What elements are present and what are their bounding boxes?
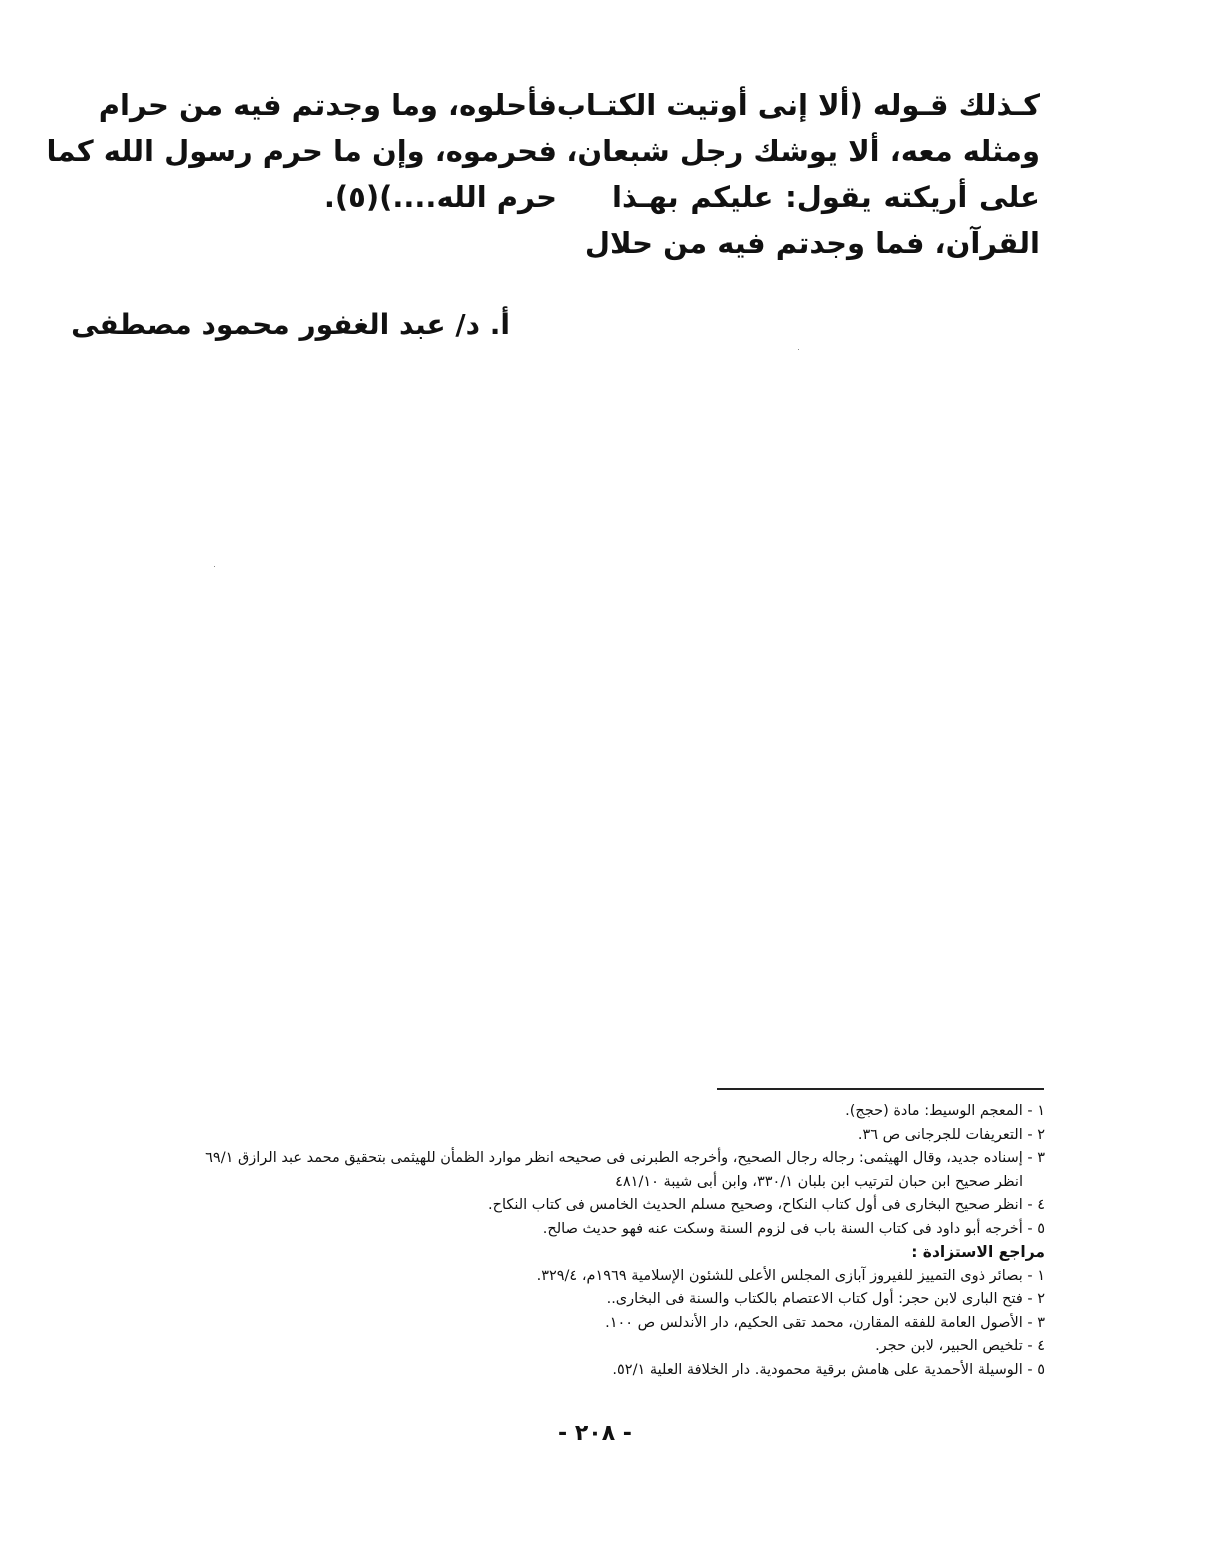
footnote-item: ٤ - انظر صحيح البخارى فى أول كتاب النكاح، وصحيح مسلم الحديث الخامس فى كتاب النكاح. [487, 1197, 1045, 1213]
main-text-right-column [556, 82, 1040, 266]
reference-item: ١ - بصائر ذوى التمييز للفيروز آبازى المجلس الأعلى للشئون الإسلامية ١٩٦٩م، ٣٢٩/٤. [536, 1267, 1045, 1284]
text-line: ومثله معه، ألا يوشك رجل شبعان، [566, 134, 1040, 168]
page-number: - ٢٠٨ - [558, 1421, 632, 1446]
footnote-separator [717, 1088, 1044, 1090]
footnote-item: ١ - المعجم الوسيط: مادة (حجج). [845, 1103, 1045, 1119]
text-line: فأحلوه، وما وجدتم فيه من حرام [98, 88, 557, 122]
main-text-left-column [46, 82, 557, 220]
reference-item: ٢ - فتح البارى لابن حجر: أول كتاب الاعتصام بالكتاب والسنة فى البخارى.. [606, 1291, 1045, 1307]
text-line: حرم الله....)(٥). [323, 180, 557, 214]
text-line: كـذلك قـوله (ألا إنى أوتيت الكتـاب [556, 88, 1040, 122]
scan-speck [798, 349, 799, 350]
text-line: القرآن، فما وجدتم فيه من حلال [584, 226, 1040, 260]
reference-item: ٥ - الوسيلة الأحمدية على هامش برقية محمودية. دار الخلافة العلية ٥٢/١. [612, 1361, 1045, 1378]
footnotes-section [125, 1100, 1045, 1382]
footnote-item: ٢ - التعريفات للجرجانى ص ٣٦. [857, 1126, 1045, 1143]
footnote-continuation: انظر صحيح ابن حبان لترتيب ابن بلبان ٣٣٠/١، وابن أبى شيبة ٤٨١/١٠ [615, 1173, 1023, 1190]
author-signature: أ. د/ عبد الغفور محمود مصطفى [71, 308, 510, 341]
reference-item: ٣ - الأصول العامة للفقه المقارن، محمد تقى الحكيم، دار الأندلس ص ١٠٠. [605, 1314, 1045, 1331]
footnote-item: ٣ - إسناده جديد، وقال الهيثمى: رجاله رجال الصحيح، وأخرجه الطبرنى فى صحيحه انظر موارد الظمأن للهيثمى بتحقيق محمد عبد الرازق ٦٩/١ [205, 1150, 1045, 1166]
reference-item: ٤ - تلخيص الحبير، لابن حجر. [875, 1338, 1045, 1354]
scan-speck [214, 566, 215, 567]
text-line: فحرموه، وإن ما حرم رسول الله كما [46, 134, 557, 168]
footnote-item: ٥ - أخرجه أبو داود فى كتاب السنة باب فى لزوم السنة وسكت عنه فهو حديث صالح. [542, 1220, 1045, 1237]
references-heading: مراجع الاستزادة : [911, 1243, 1045, 1261]
text-line: على أريكته يقول: عليكم بهـذا [612, 180, 1040, 214]
